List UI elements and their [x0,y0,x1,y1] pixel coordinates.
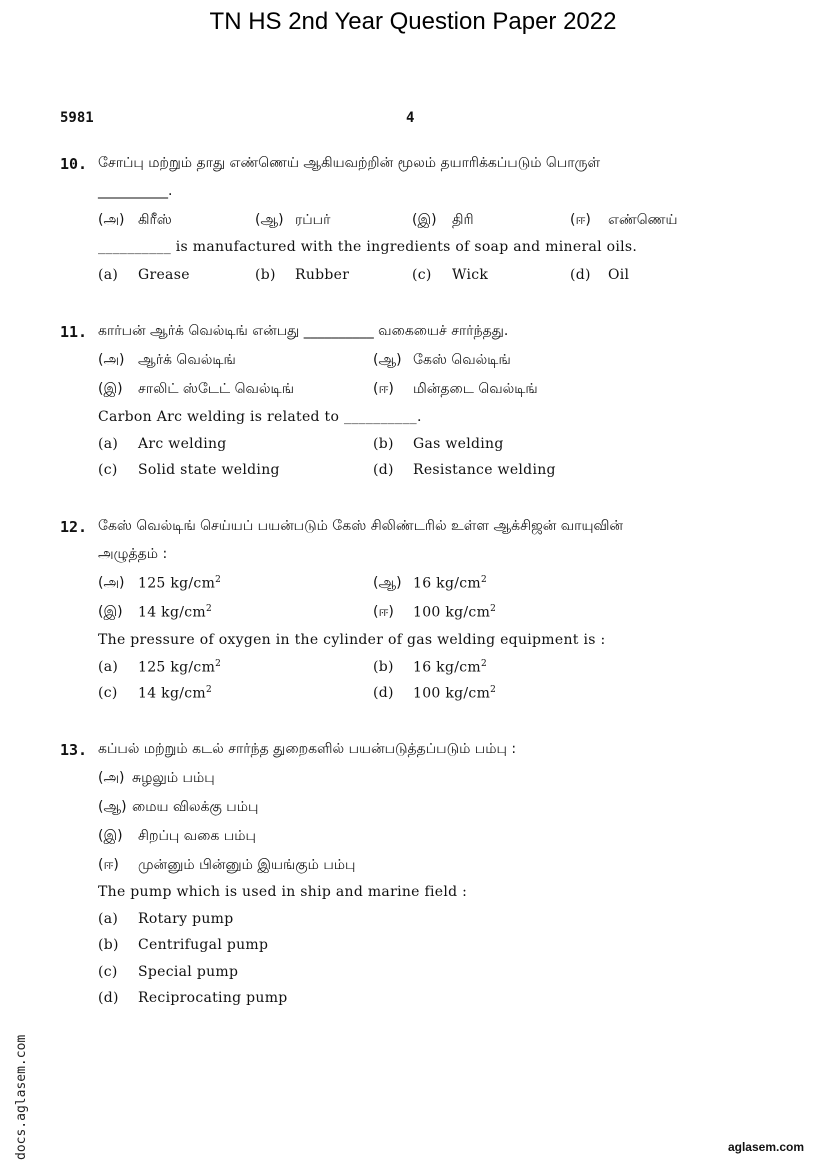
page-number: 4 [406,110,415,126]
option-label: (d) [570,267,591,283]
option-label: (ஈ) [373,604,394,620]
brand-link[interactable]: aglasem.com [727,1140,804,1154]
option-text: மின்தடை வெல்டிங் [413,381,538,397]
option-label: (ஆ) [255,212,284,228]
option-text: Reciprocating pump [138,990,288,1006]
question-number: 11. [60,323,88,341]
option-label: (இ) [98,381,123,397]
option-label: (a) [98,436,119,452]
option-label: (ஈ) [373,381,394,397]
option-label: (அ) [98,575,125,591]
option-text: Oil [608,267,630,283]
option-text: 125 $kg/cm^2$ [138,659,222,676]
option-label: (அ) [98,352,125,368]
option-label: (b) [373,436,394,452]
option-label: (d) [98,990,119,1006]
option-text: முன்னும் பின்னும் இயங்கும் பம்பு [138,857,356,873]
question-text-ta: கேஸ் வெல்டிங் செய்யப் பயன்படும் கேஸ் சிலிண்டரில் உள்ள ஆக்சிஜன் வாயுவின் [98,518,623,534]
option-label: (இ) [412,212,437,228]
option-label: (அ) [98,770,125,786]
question-text-en: The pump which is used in ship and marine field : [98,884,468,900]
option-label: (c) [98,964,118,980]
option-text: Centrifugal pump [138,937,269,953]
option-text: கிரீஸ் [138,212,172,228]
question-number: 12. [60,518,88,536]
option-label: (b) [255,267,276,283]
question-text-ta-cont: அழுத்தம் : [98,546,168,562]
option-text: Resistance welding [413,462,556,478]
option-label: (c) [98,685,118,701]
side-watermark: docs.aglasem.com [14,1034,29,1160]
option-text: கேஸ் வெல்டிங் [413,352,511,368]
option-text: 14 $kg/cm^2$ [138,604,212,621]
option-text: Gas welding [413,436,504,452]
option-text: Special pump [138,964,239,980]
option-label: (a) [98,659,119,675]
option-label: (ஈ) [98,857,119,873]
option-label: (a) [98,911,119,927]
option-text: Wick [452,267,489,283]
option-text: Grease [138,267,190,283]
question-text-ta: கார்பன் ஆர்க் வெல்டிங் என்பது __________ வகையைச் சார்ந்தது. [98,323,509,339]
option-label: (a) [98,267,119,283]
option-label: (ஆ) [98,799,127,815]
option-label: (ஈ) [570,212,591,228]
option-text: 125 $kg/cm^2$ [138,575,222,592]
option-text: மைய விலக்கு பம்பு [132,799,259,815]
page-title: TN HS 2nd Year Question Paper 2022 [209,8,617,35]
option-label: (b) [373,659,394,675]
option-text: 100 $kg/cm^2$ [413,685,497,702]
question-text-en: The pressure of oxygen in the cylinder of gas welding equipment is : [98,632,606,648]
option-text: சிறப்பு வகை பம்பு [138,828,256,844]
option-text: ஆர்க் வெல்டிங் [138,352,236,368]
option-text: 16 $kg/cm^2$ [413,575,487,592]
option-text: 16 $kg/cm^2$ [413,659,487,676]
paper-code: 5981 [60,110,94,126]
question-number: 13. [60,741,88,759]
question-text-ta: கப்பல் மற்றும் கடல் சார்ந்த துறைகளில் பயன்படுத்தப்படும் பம்பு : [98,741,517,757]
question-text-en: Carbon Arc welding is related to __________. [98,409,422,425]
option-label: (ஆ) [373,575,402,591]
option-text: Solid state welding [138,462,280,478]
option-text: சாலிட் ஸ்டேட் வெல்டிங் [138,381,294,397]
option-label: (இ) [98,604,123,620]
option-text: 100 $kg/cm^2$ [413,604,497,621]
option-text: Arc welding [138,436,227,452]
option-text: ரப்பர் [295,212,331,228]
option-text: திரி [452,212,474,228]
question-number: 10. [60,155,88,173]
option-label: (b) [98,937,119,953]
option-label: (அ) [98,212,125,228]
question-text-ta-cont: __________. [98,183,173,199]
question-text-en: __________ is manufactured with the ingredients of soap and mineral oils. [98,239,638,255]
option-label: (c) [412,267,432,283]
option-label: (இ) [98,828,123,844]
option-label: (d) [373,462,394,478]
option-label: (c) [98,462,118,478]
option-text: Rotary pump [138,911,234,927]
option-label: (d) [373,685,394,701]
option-text: Rubber [295,267,350,283]
option-text: எண்ணெய் [608,212,678,228]
option-label: (ஆ) [373,352,402,368]
question-text-ta: சோப்பு மற்றும் தாது எண்ணெய் ஆகியவற்றின் மூலம் தயாரிக்கப்படும் பொருள் [98,155,601,171]
option-text: சுழலும் பம்பு [132,770,215,786]
option-text: 14 $kg/cm^2$ [138,685,212,702]
